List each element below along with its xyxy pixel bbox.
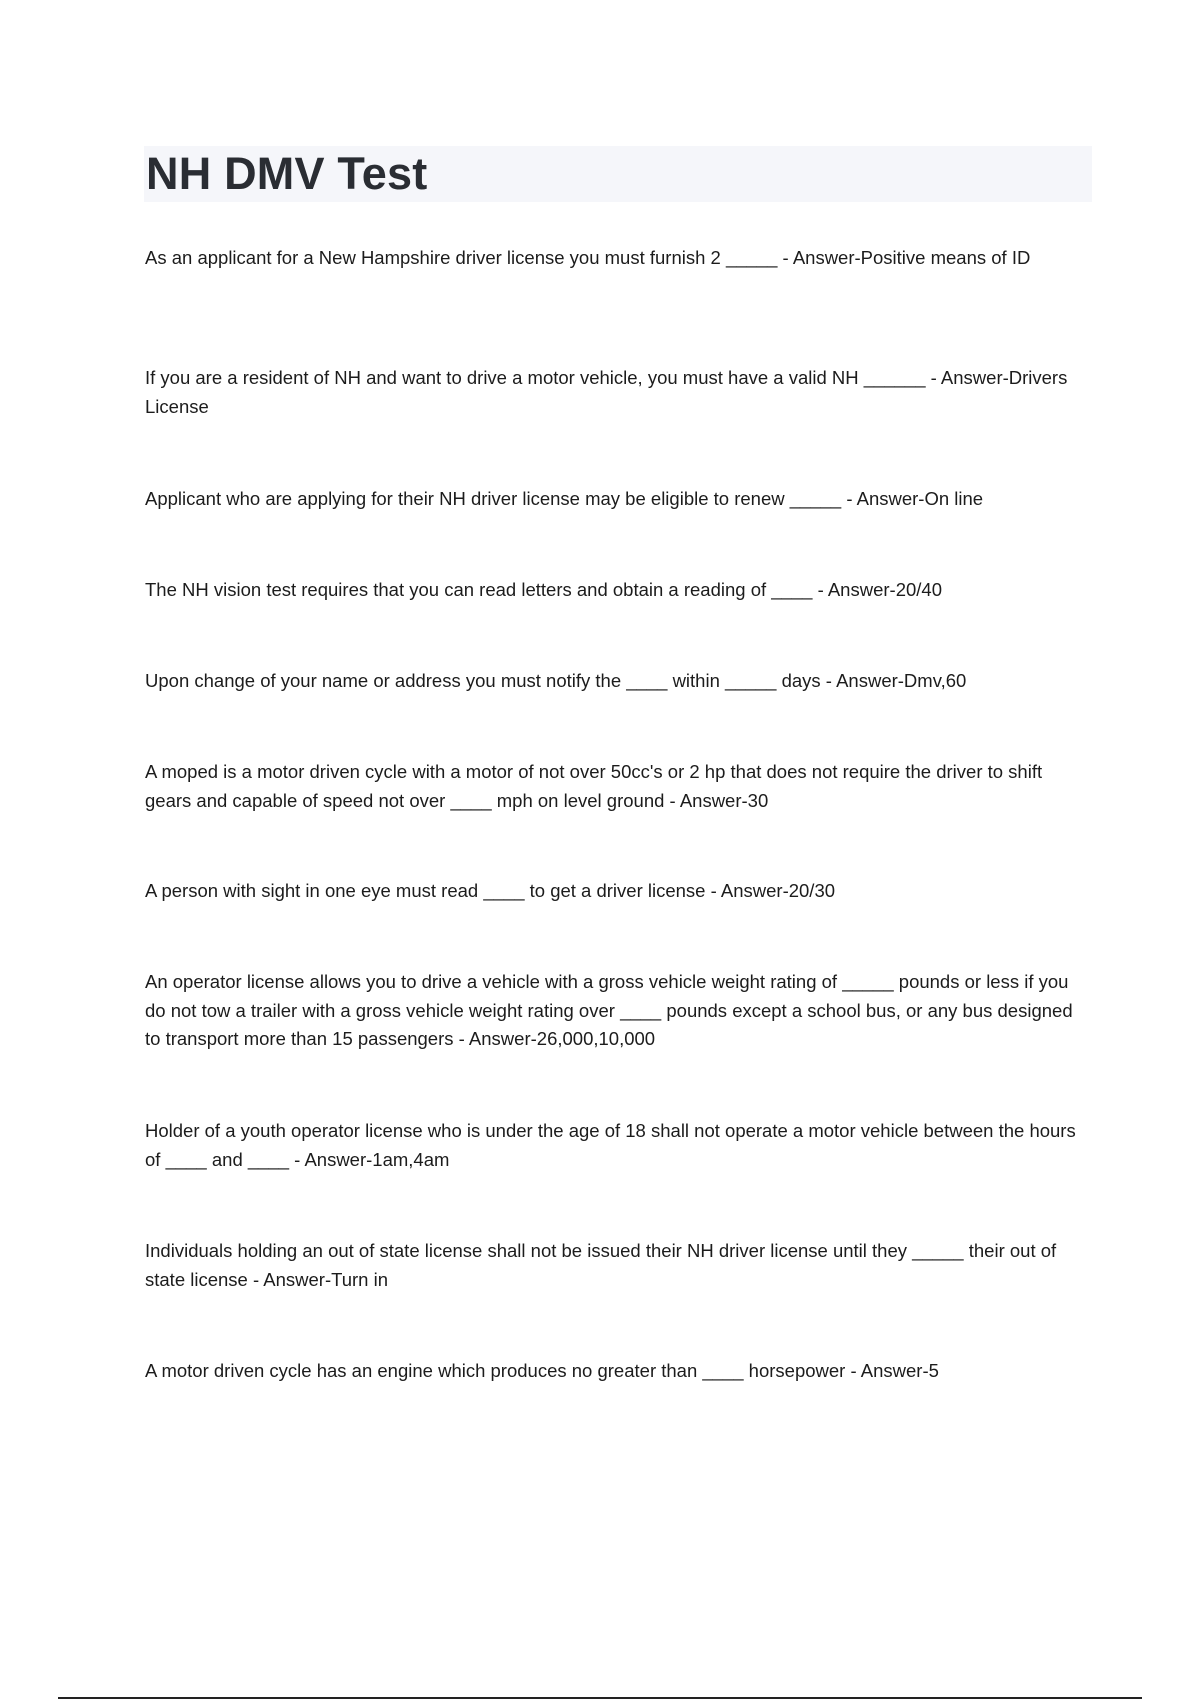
question-item: Holder of a youth operator license who is under the age of 18 shall not operate a motor vehicle between the hours of ____ and ____ - Answer-1am,4am — [145, 1120, 1076, 1170]
question-item: If you are a resident of NH and want to drive a motor vehicle, you must have a valid NH ______ - Answer-Drivers License — [145, 367, 1068, 417]
question-item: The NH vision test requires that you can read letters and obtain a reading of ____ - Answer-20/40 — [145, 579, 942, 600]
question-item: A motor driven cycle has an engine which produces no greater than ____ horsepower - Answer-5 — [145, 1360, 939, 1381]
question-item: A person with sight in one eye must read ____ to get a driver license - Answer-20/30 — [145, 880, 836, 901]
title-banner — [144, 146, 1092, 202]
question-item: A moped is a motor driven cycle with a motor of not over 50cc's or 2 hp that does not require the driver to shift gears and capable of speed not over ____ mph on level ground - Answer-30 — [145, 761, 1043, 811]
question-item: As an applicant for a New Hampshire driver license you must furnish 2 _____ - Answer-Positive means of ID — [145, 247, 1031, 268]
page-title: NH DMV Test — [146, 148, 428, 199]
question-item: An operator license allows you to drive a vehicle with a gross vehicle weight rating of _____ pounds or less if you do not tow a trailer with a gross vehicle weight rating over ____ pounds except a school bus, or any bus designed to transport more than 15 passengers - Answer-26,000,10,000 — [145, 971, 1073, 1049]
question-item: Applicant who are applying for their NH driver license may be eligible to renew _____ - Answer-On line — [145, 488, 984, 509]
page-bottom-divider — [58, 1697, 1142, 1699]
question-item: Upon change of your name or address you must notify the ____ within _____ days - Answer-Dmv,60 — [145, 670, 967, 691]
question-item: Individuals holding an out of state license shall not be issued their NH driver license until they _____ their out of state license - Answer-Turn in — [145, 1240, 1057, 1290]
